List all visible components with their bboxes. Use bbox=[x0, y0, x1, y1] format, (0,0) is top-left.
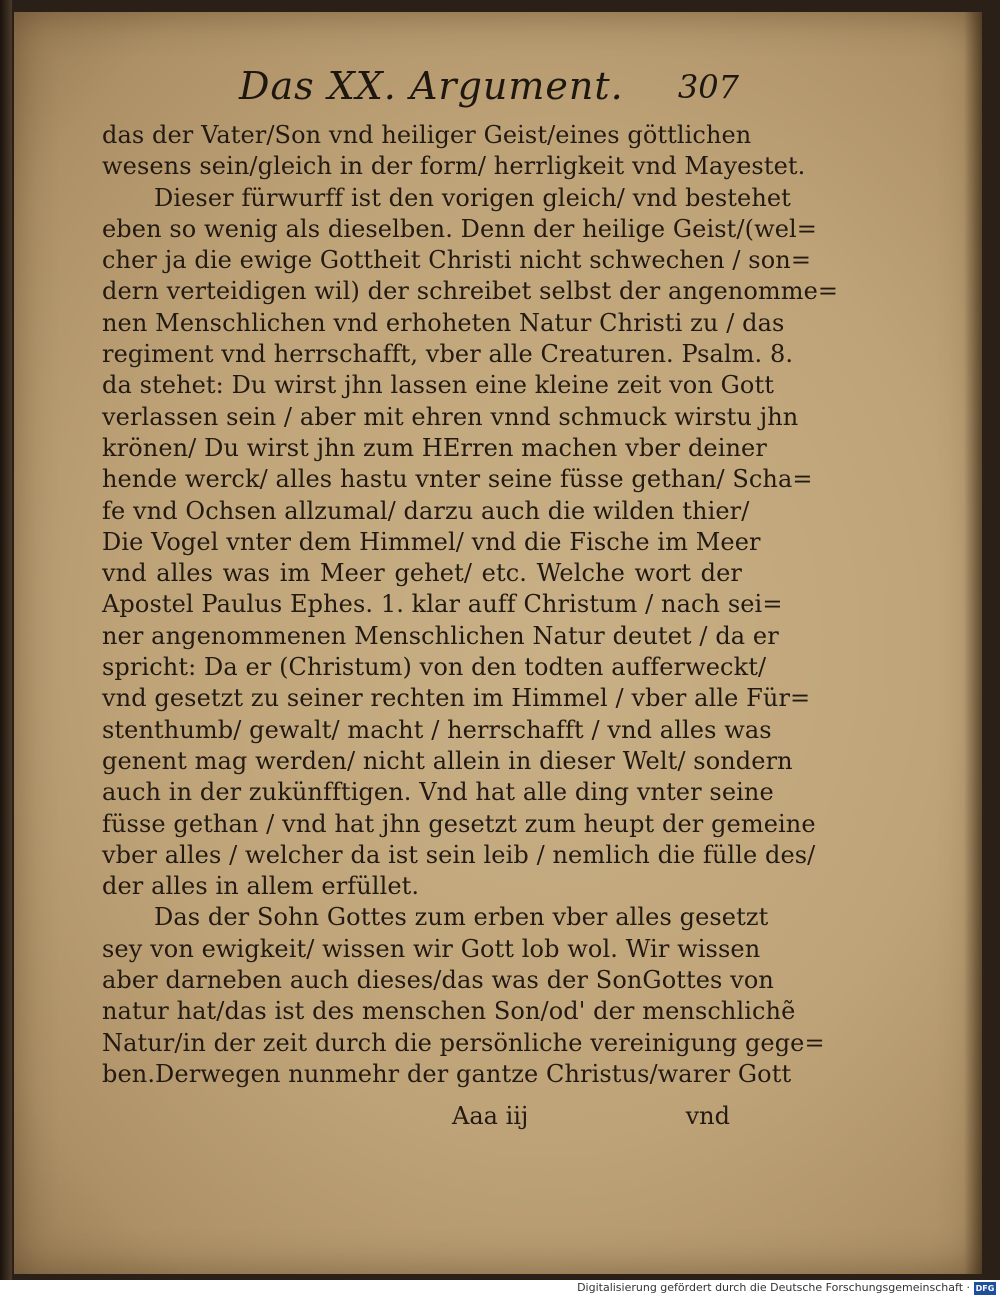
funding-footer bbox=[0, 1280, 1000, 1298]
text-line: Das der Sohn Gottes zum erben vber alles gesetzt bbox=[154, 903, 769, 932]
text-line: regiment vnd herrschafft, vber alle Creaturen. Psalm. 8. bbox=[102, 340, 794, 369]
body-text bbox=[102, 120, 839, 1090]
text-line: ben.Derwegen nunmehr der gantze Christus/warer Gott bbox=[102, 1059, 792, 1088]
text-line: vnd gesetzt zu seiner rechten im Himmel / vber alle Für= bbox=[102, 684, 811, 713]
text-line: Apostel Paulus Ephes. 1. klar auff Christum / nach sei= bbox=[102, 590, 783, 619]
text-line: auch in der zukünfftigen. Vnd hat alle ding vnter seine bbox=[102, 778, 774, 807]
page-gutter-shadow bbox=[964, 12, 982, 1274]
text-line: vber alles / welcher da ist sein leib / nemlich die fülle des/ bbox=[102, 840, 816, 869]
signature-mark: Aaa iij bbox=[452, 1102, 529, 1130]
page-footer bbox=[452, 1102, 730, 1136]
text-line: natur hat/das ist des menschen Son/od' der menschlichẽ bbox=[102, 997, 796, 1026]
page-header bbox=[239, 60, 739, 116]
book-edge-shadow bbox=[0, 0, 12, 1280]
text-line: genent mag werden/ nicht allein in dieser Welt/ sondern bbox=[102, 746, 793, 775]
text-line: vnd alles was im Meer gehet/ etc. Welche wort der bbox=[102, 559, 742, 588]
text-line: dern verteidigen wil) der schreibet selbst der angenomme= bbox=[102, 277, 839, 306]
text-line: füsse gethan / vnd hat jhn gesetzt zum heupt der gemeine bbox=[102, 809, 816, 838]
text-line: hende werck/ alles hastu vnter seine füsse gethan/ Scha= bbox=[102, 465, 813, 494]
text-line: Dieser fürwurff ist den vorigen gleich/ vnd bestehet bbox=[154, 183, 791, 212]
text-line: sey von ewigkeit/ wissen wir Gott lob wol. Wir wissen bbox=[102, 934, 761, 963]
dfg-logo-icon: DFG bbox=[975, 1284, 995, 1293]
running-title: Das XX. Argument. bbox=[239, 64, 624, 108]
text-line: eben so wenig als dieselben. Denn der heilige Geist/(wel= bbox=[102, 214, 818, 243]
text-line: cher ja die ewige Gottheit Christi nicht schwechen / son= bbox=[102, 246, 812, 275]
text-line: da stehet: Du wirst jhn lassen eine kleine zeit von Gott bbox=[102, 371, 774, 400]
book-page bbox=[14, 12, 982, 1274]
text-line: verlassen sein / aber mit ehren vnnd schmuck wirstu jhn bbox=[102, 402, 799, 431]
text-line: krönen/ Du wirst jhn zum HErren machen vber deiner bbox=[102, 433, 767, 462]
text-line: Die Vogel vnter dem Himmel/ vnd die Fische im Meer bbox=[102, 527, 761, 556]
text-line: wesens sein/gleich in der form/ herrligkeit vnd Mayestet. bbox=[102, 152, 806, 181]
text-line: ner angenommenen Menschlichen Natur deutet / da er bbox=[102, 621, 779, 650]
text-line: aber darneben auch dieses/das was der SonGottes von bbox=[102, 966, 774, 995]
text-line: fe vnd Ochsen allzumal/ darzu auch die wilden thier/ bbox=[102, 496, 750, 525]
text-line: das der Vater/Son vnd heiliger Geist/eines göttlichen bbox=[102, 121, 752, 149]
text-line: spricht: Da er (Christum) von den todten aufferweckt/ bbox=[102, 653, 767, 682]
text-line: stenthumb/ gewalt/ macht / herrschafft / vnd alles was bbox=[102, 715, 772, 744]
text-line: Natur/in der zeit durch die persönliche vereinigung gege= bbox=[102, 1028, 825, 1057]
page-number: 307 bbox=[677, 68, 739, 106]
catchword: vnd bbox=[685, 1102, 730, 1130]
text-line: nen Menschlichen vnd erhoheten Natur Christi zu / das bbox=[102, 308, 785, 337]
funding-note: Digitalisierung gefördert durch die Deutsche Forschungsgemeinschaft · bbox=[577, 1281, 970, 1294]
text-line: der alles in allem erfüllet. bbox=[102, 872, 420, 901]
